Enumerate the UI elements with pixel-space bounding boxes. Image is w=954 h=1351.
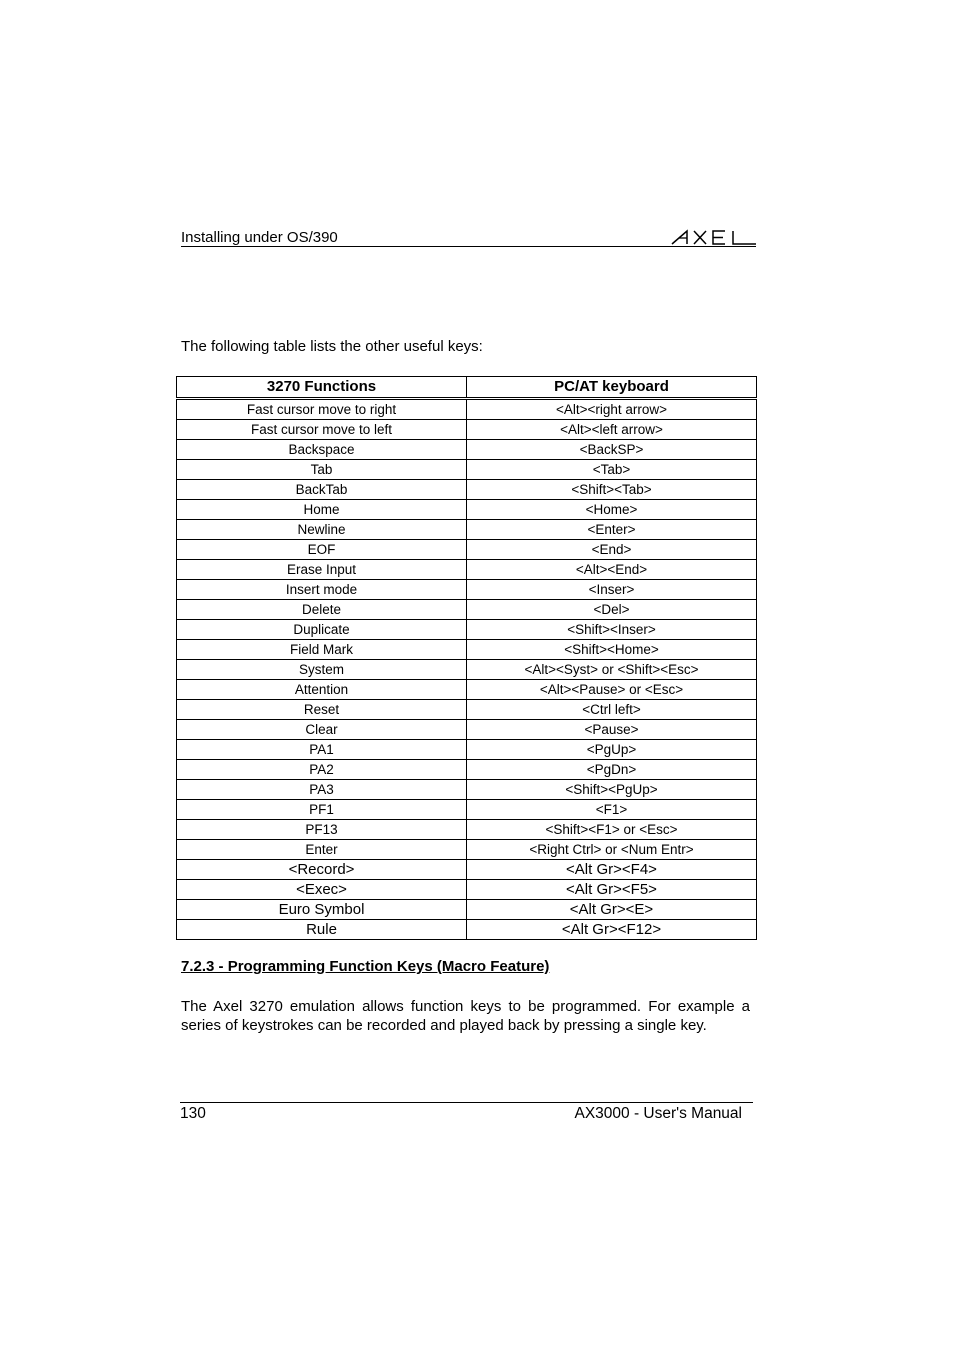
keyboard-cell: <Shift><Tab> [467, 480, 757, 500]
page-number: 130 [180, 1105, 206, 1122]
function-cell: <Exec> [177, 880, 467, 900]
keyboard-cell: <Right Ctrl> or <Num Entr> [467, 840, 757, 860]
function-cell: Newline [177, 520, 467, 540]
table-row [177, 680, 757, 700]
table-row [177, 600, 757, 620]
table-row [177, 660, 757, 680]
keyboard-cell: <Alt><Pause> or <Esc> [467, 680, 757, 700]
keyboard-cell: <PgDn> [467, 760, 757, 780]
function-cell: Fast cursor move to right [177, 399, 467, 420]
keyboard-cell: <PgUp> [467, 740, 757, 760]
function-cell: Insert mode [177, 580, 467, 600]
keyboard-cell: <Inser> [467, 580, 757, 600]
table-row [177, 920, 757, 940]
table-row [177, 540, 757, 560]
function-cell: Delete [177, 600, 467, 620]
keyboard-cell: <Alt Gr><E> [467, 900, 757, 920]
intro-text: The following table lists the other useful keys: [181, 338, 483, 355]
function-cell: Rule [177, 920, 467, 940]
keyboard-cell: <Alt><End> [467, 560, 757, 580]
keyboard-cell: <F1> [467, 800, 757, 820]
function-cell: PA2 [177, 760, 467, 780]
table-row [177, 860, 757, 880]
table-row [177, 560, 757, 580]
function-cell: PF13 [177, 820, 467, 840]
keys-table [176, 376, 757, 940]
keyboard-cell: <Shift><PgUp> [467, 780, 757, 800]
function-cell: BackTab [177, 480, 467, 500]
table-row [177, 580, 757, 600]
table-row [177, 460, 757, 480]
column-header-keyboard: PC/AT keyboard [467, 377, 757, 399]
function-cell: Euro Symbol [177, 900, 467, 920]
table-body [177, 399, 757, 940]
function-cell: Reset [177, 700, 467, 720]
table-row [177, 700, 757, 720]
body-paragraph: The Axel 3270 emulation allows function keys to be programmed. For example a series of keystrokes can be recorded and played back by pressing a single key. [181, 998, 750, 1034]
function-cell: Tab [177, 460, 467, 480]
keyboard-cell: <BackSP> [467, 440, 757, 460]
table-row [177, 500, 757, 520]
table-row [177, 640, 757, 660]
function-cell: EOF [177, 540, 467, 560]
table-header-row [177, 377, 757, 399]
table-row [177, 840, 757, 860]
function-cell: PF1 [177, 800, 467, 820]
keyboard-cell: <Shift><F1> or <Esc> [467, 820, 757, 840]
function-cell: Enter [177, 840, 467, 860]
keyboard-cell: <Shift><Inser> [467, 620, 757, 640]
function-cell: Backspace [177, 440, 467, 460]
function-cell: System [177, 660, 467, 680]
table-row [177, 420, 757, 440]
keyboard-cell: <Ctrl left> [467, 700, 757, 720]
function-cell: PA1 [177, 740, 467, 760]
function-cell: Attention [177, 680, 467, 700]
section-heading: 7.2.3 - Programming Function Keys (Macro Feature) [181, 958, 550, 975]
keyboard-cell: <End> [467, 540, 757, 560]
table-row [177, 620, 757, 640]
keyboard-cell: <Tab> [467, 460, 757, 480]
table-row [177, 780, 757, 800]
manual-title: AX3000 - User's Manual [574, 1105, 742, 1122]
function-cell: Home [177, 500, 467, 520]
keyboard-cell: <Alt Gr><F5> [467, 880, 757, 900]
table-row [177, 800, 757, 820]
keyboard-cell: <Shift><Home> [467, 640, 757, 660]
function-cell: Field Mark [177, 640, 467, 660]
keyboard-cell: <Alt Gr><F4> [467, 860, 757, 880]
page-footer [180, 1102, 753, 1125]
table-row [177, 720, 757, 740]
keyboard-cell: <Del> [467, 600, 757, 620]
function-cell: Fast cursor move to left [177, 420, 467, 440]
keyboard-cell: <Alt><Syst> or <Shift><Esc> [467, 660, 757, 680]
function-cell: Clear [177, 720, 467, 740]
table-row [177, 740, 757, 760]
function-cell: Duplicate [177, 620, 467, 640]
table-row [177, 820, 757, 840]
table-row [177, 440, 757, 460]
keyboard-cell: <Alt><left arrow> [467, 420, 757, 440]
table-row [177, 520, 757, 540]
keyboard-cell: <Alt Gr><F12> [467, 920, 757, 940]
keyboard-cell: <Pause> [467, 720, 757, 740]
keyboard-cell: <Alt><right arrow> [467, 399, 757, 420]
function-cell: <Record> [177, 860, 467, 880]
table-row [177, 900, 757, 920]
keyboard-cell: <Enter> [467, 520, 757, 540]
axel-logo [670, 226, 756, 246]
function-cell: PA3 [177, 780, 467, 800]
table-row [177, 480, 757, 500]
table-row [177, 880, 757, 900]
keyboard-cell: <Home> [467, 500, 757, 520]
function-cell: Erase Input [177, 560, 467, 580]
page-header [181, 226, 756, 247]
table-row [177, 399, 757, 420]
header-section-title: Installing under OS/390 [181, 229, 338, 246]
table-row [177, 760, 757, 780]
column-header-functions: 3270 Functions [177, 377, 467, 399]
